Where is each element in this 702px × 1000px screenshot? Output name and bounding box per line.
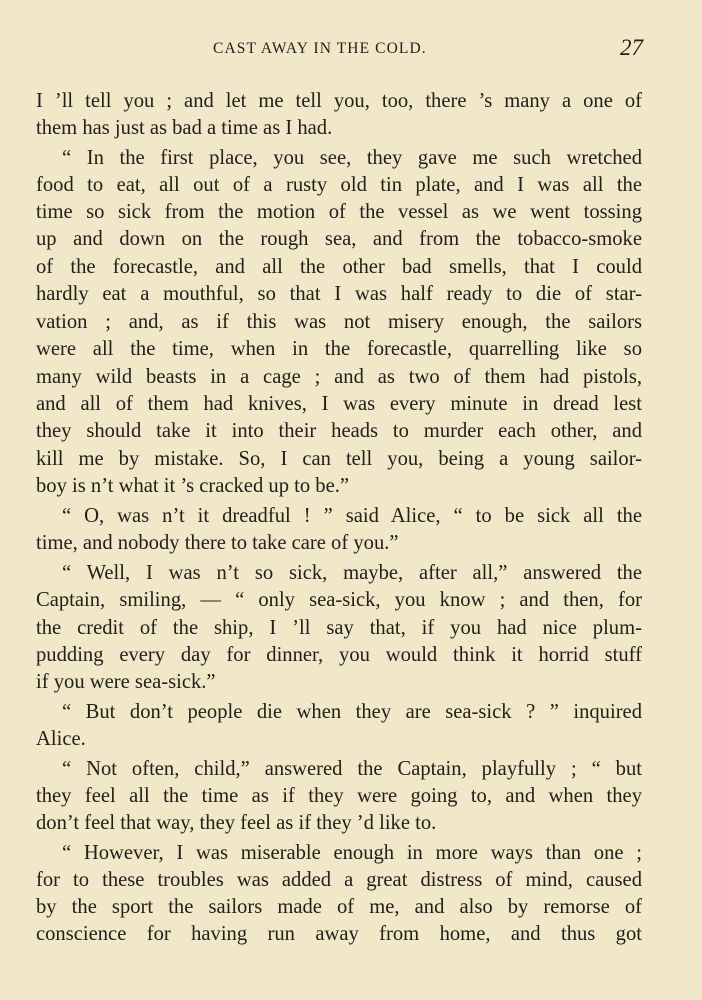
paragraph-first-line: “ In the first place, you see, they gave me such wretched: [62, 147, 642, 169]
text-line: Captain, smiling, — “ only sea-sick, you know ; and then, for: [36, 589, 642, 611]
text-line: boy is n’t what it ’s cracked up to be.”: [36, 475, 350, 497]
paragraph-first-line: “ However, I was miserable enough in more ways than one ;: [62, 842, 642, 864]
text-line: were all the time, when in the forecastle, quarrelling like so: [36, 338, 642, 360]
text-line: conscience for having run away from home, and thus got: [36, 923, 642, 945]
text-line: Alice.: [36, 728, 86, 750]
text-line: time so sick from the motion of the vessel as we went tossing: [36, 201, 642, 223]
text-line: food to eat, all out of a rusty old tin plate, and I was all the: [36, 174, 642, 196]
text-line: by the sport the sailors made of me, and also by remorse of: [36, 896, 642, 918]
running-head: [0, 35, 702, 66]
text-line: kill me by mistake. So, I can tell you, being a young sailor-: [36, 448, 642, 470]
text-line: time, and nobody there to take care of you.”: [36, 532, 399, 554]
text-line: pudding every day for dinner, you would think it horrid stuff: [36, 644, 642, 666]
text-line: vation ; and, as if this was not misery enough, the sailors: [36, 311, 642, 333]
text-line: don’t feel that way, they feel as if they ’d like to.: [36, 812, 437, 834]
text-line: they should take it into their heads to murder each other, and: [36, 420, 642, 442]
text-line: for to these troubles was added a great distress of mind, caused: [36, 869, 642, 891]
text-line: if you were sea-sick.”: [36, 671, 216, 693]
paragraph-first-line: “ Well, I was n’t so sick, maybe, after all,” answered the: [62, 562, 642, 584]
text-line: the credit of the ship, I ’ll say that, if you had nice plum-: [36, 617, 642, 639]
paragraph-first-line: “ Not often, child,” answered the Captain, playfully ; “ but: [62, 758, 642, 780]
text-line: up and down on the rough sea, and from the tobacco-smoke: [36, 228, 642, 250]
text-line: many wild beasts in a cage ; and as two of them had pistols,: [36, 366, 642, 388]
page-number: 27: [620, 35, 643, 60]
running-title: CAST AWAY IN THE COLD.: [213, 40, 427, 57]
text-line: of the forecastle, and all the other bad smells, that I could: [36, 256, 642, 278]
paragraph-first-line: “ But don’t people die when they are sea-sick ? ” inquired: [62, 701, 642, 723]
paragraph-first-line: “ O, was n’t it dreadful ! ” said Alice, “ to be sick all the: [62, 505, 642, 527]
text-line: I ’ll tell you ; and let me tell you, too, there ’s many a one of: [36, 90, 642, 112]
text-line: they feel all the time as if they were going to, and when they: [36, 785, 642, 807]
text-line: them has just as bad a time as I had.: [36, 117, 333, 139]
text-line: hardly eat a mouthful, so that I was half ready to die of star-: [36, 283, 642, 305]
text-line: and all of them had knives, I was every minute in dread lest: [36, 393, 642, 415]
